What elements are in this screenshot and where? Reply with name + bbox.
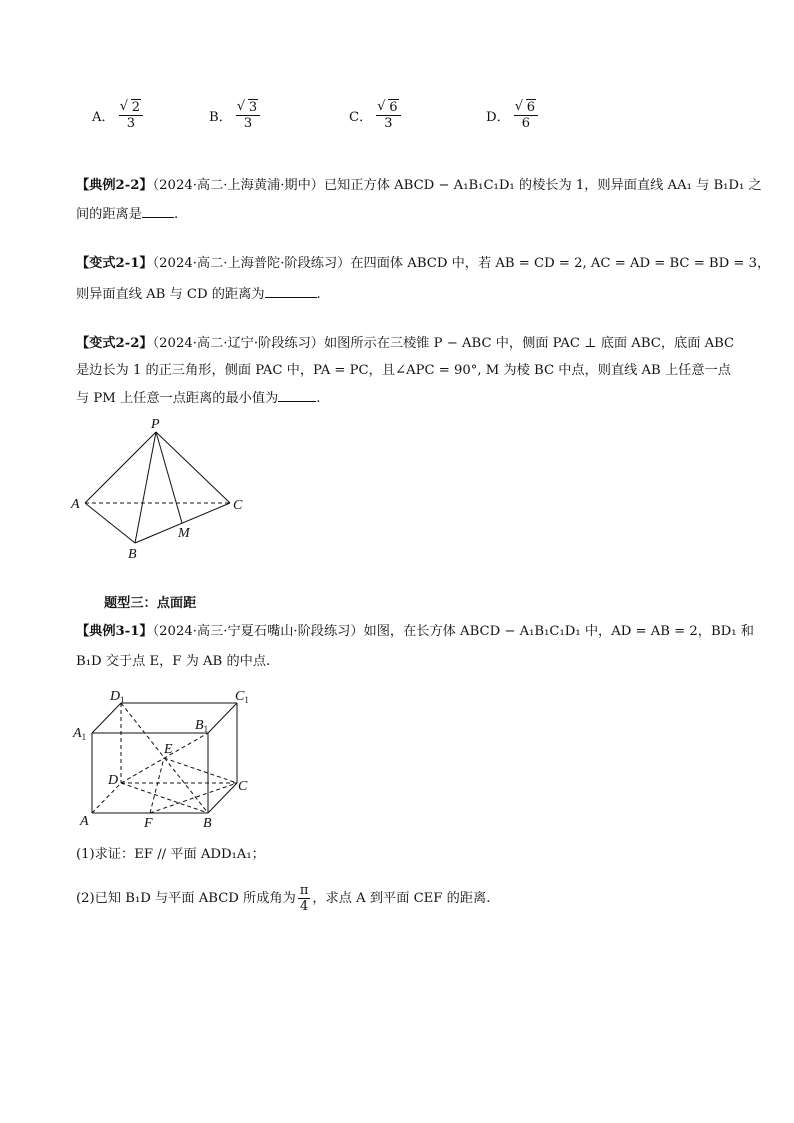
label-b: B bbox=[128, 547, 137, 562]
cuboid-figure bbox=[70, 680, 270, 840]
label-c1: $C_1$ bbox=[235, 689, 249, 705]
option-b-fraction: √ $\frac{3}{3}$ bbox=[236, 100, 260, 131]
var21-line2: 则异面直线 AB 与 CD 的距离为 . bbox=[76, 283, 321, 305]
var22-line2: 是边长为 1 的正三角形，侧面 PAC 中，PA = PC，且∠APC = 90°, M 为棱 BC 中点，则直线 AB 上任意一点 bbox=[76, 363, 731, 378]
option-a-fraction: √ $\frac{2}{3}$ bbox=[119, 100, 143, 131]
option-d: D． √ $\frac{6}{6}$ bbox=[486, 100, 538, 131]
var22-line1: 【变式2-2】（2024·高二·辽宁·阶段练习）如图所示在三棱锥 P − ABC 中，侧面 PAC ⊥ 底面 ABC，底面 ABC bbox=[76, 336, 735, 351]
answer-blank[interactable] bbox=[278, 387, 316, 402]
var22-line3: 与 PM 上任意一点距离的最小值为 . bbox=[76, 387, 320, 409]
question-2: (2)已知 B₁D 与平面 ABCD 所成角为 $\frac{\pi}{4}$ ，求点 A 到平面 CEF 的距离. bbox=[76, 883, 491, 914]
angle-fraction: $\frac{\pi}{4}$ bbox=[299, 883, 309, 914]
answer-blank[interactable] bbox=[142, 203, 174, 218]
label-d: D bbox=[108, 773, 119, 788]
ex31-line2: B₁D 交于点 E，F 为 AB 的中点. bbox=[76, 654, 271, 669]
ex22-line1: 【典例2-2】（2024·高二·上海黄浦·期中）已知正方体 ABCD − A₁B₁C₁D₁ 的棱长为 1，则异面直线 AA₁ 与 B₁D₁ 之 bbox=[76, 178, 762, 193]
ex31-line1: 【典例3-1】（2024·高三·宁夏石嘴山·阶段练习）如图，在长方体 ABCD − A₁B₁C₁D₁ 中，AD = AB = 2，BD₁ 和 bbox=[76, 624, 754, 639]
option-c-fraction: √ $\frac{6}{3}$ bbox=[376, 100, 400, 131]
label-a: A bbox=[80, 814, 89, 829]
label-f: F bbox=[144, 816, 153, 831]
var21-line1: 【变式2-1】（2024·高二·上海普陀·阶段练习）在四面体 ABCD 中，若 AB = CD = 2, AC = AD = BC = BD = 3， bbox=[76, 256, 771, 271]
label-b1: $B_1$ bbox=[195, 718, 209, 734]
label-a1: $A_1$ bbox=[73, 726, 87, 742]
label-p: P bbox=[151, 417, 160, 432]
option-b: B． √ $\frac{3}{3}$ bbox=[209, 100, 260, 131]
label-m: M bbox=[178, 526, 190, 541]
ex22-line2: 间的距离是 . bbox=[76, 203, 178, 225]
answer-blank[interactable] bbox=[265, 283, 317, 298]
label-d1: $D_1$ bbox=[110, 689, 125, 705]
section-title: 题型三：点面距 bbox=[104, 596, 197, 611]
question-1: (1)求证：EF // 平面 ADD₁A₁； bbox=[76, 847, 265, 862]
pyramid-figure bbox=[60, 410, 260, 570]
option-a: A． √ $\frac{2}{3}$ bbox=[92, 100, 143, 131]
label-a: A bbox=[71, 497, 80, 512]
label-b: B bbox=[203, 816, 212, 831]
label-c: C bbox=[238, 779, 248, 794]
label-c: C bbox=[233, 498, 243, 513]
label-e: E bbox=[164, 742, 173, 757]
option-d-fraction: √ $\frac{6}{6}$ bbox=[514, 100, 538, 131]
option-c: C． √ $\frac{6}{3}$ bbox=[349, 100, 401, 131]
